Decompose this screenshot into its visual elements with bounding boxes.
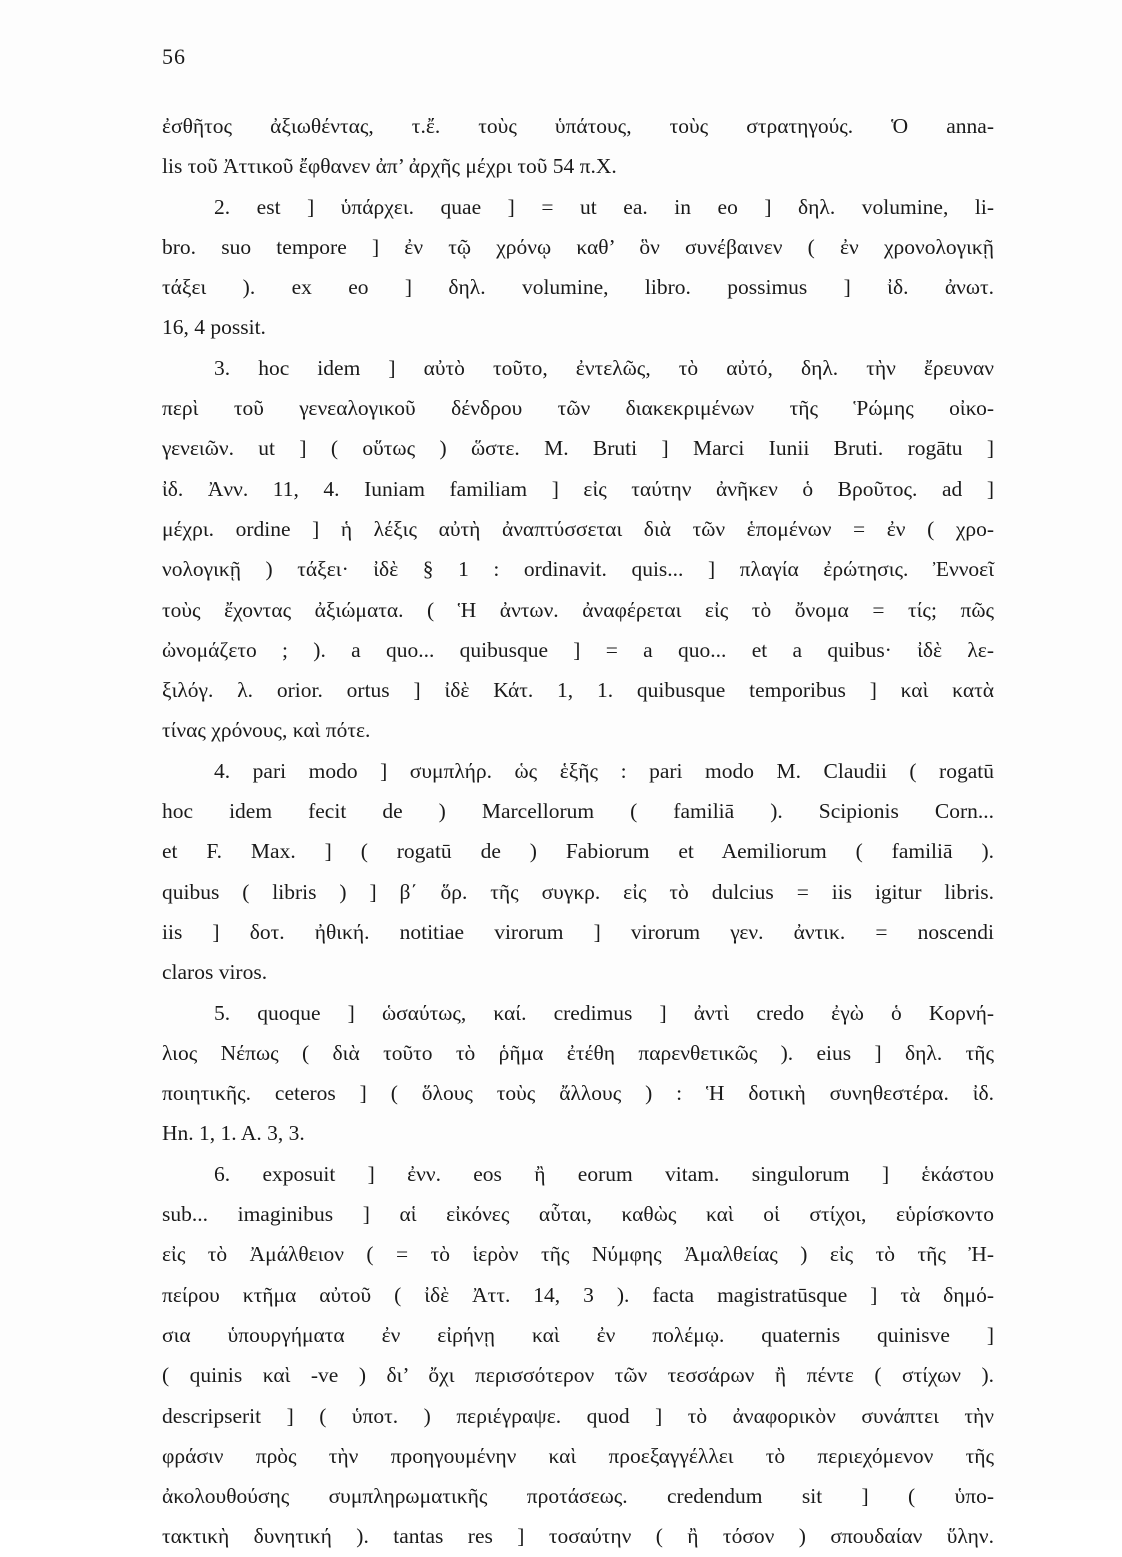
- text-line: φράσιν πρὸς τὴν προηγουμένην καὶ προεξαγγέλλει τὸ περιεχόμενον τῆς: [162, 1443, 994, 1468]
- text-line: claros viros.: [162, 960, 268, 985]
- text-line: τακτικὴ δυνητική ). tantas res ] τοσαύτην ( ἢ τόσον ) σπουδαίαν ὕλην.: [162, 1524, 994, 1549]
- text-line: 6. exposuit ] ἐνν. eos ἢ eorum vitam. singulorum ] ἑκάστου: [214, 1161, 994, 1186]
- text-line: hoc idem fecit de ) Marcellorum ( familiā ). Scipionis Corn...: [162, 799, 994, 824]
- commentary-text: [162, 106, 994, 1557]
- text-line: ἐσθῆτος ἀξιωθέντας, τ.ἔ. τοὺς ὑπάτους, τοὺς στρατηγούς. Ὁ annа-: [162, 114, 994, 138]
- text-line: μέχρι. ordine ] ἡ λέξις αὐτὴ ἀναπτύσσεται διὰ τῶν ἑπομένων = ἐν ( χρο-: [162, 516, 994, 541]
- text-line: 16, 4 possit.: [162, 315, 266, 340]
- text-line: bro. suo tempore ] ἐν τῷ χρόνῳ καθ’ ὃν συνέβαινεν ( ἐν χρονολογικῇ: [162, 234, 994, 259]
- text-line: descripserit ] ( ὑποτ. ) περιέγραψε. quod ] τὸ ἀναφορικὸν συνάπτει τὴν: [162, 1403, 994, 1428]
- text-line: εἰς τὸ Ἀμάλθειον ( = τὸ ἱερὸν τῆς Νύμφης Ἀμαλθείας ) εἰς τὸ τῆς Ἠ-: [162, 1242, 994, 1267]
- text-line: 3. hoc idem ] αὐτὸ τοῦτο, ἐντελῶς, τὸ αὐτό, δηλ. τὴν ἔρευναν: [214, 355, 994, 380]
- text-line: λιος Νέπως ( διὰ τοῦτο τὸ ῥῆμα ἐτέθη παρενθετικῶς ). eius ] δηλ. τῆς: [162, 1040, 994, 1065]
- text-line: ὠνομάζετο ; ). a quo... quibusque ] = a quo... et a quibus· ἰδὲ λε-: [162, 637, 994, 662]
- text-line: πείρου κτῆμα αὐτοῦ ( ἰδὲ Ἀττ. 14, 3 ). facta magistratūsque ] τὰ δημό-: [162, 1282, 994, 1307]
- text-line: et F. Max. ] ( rogatū de ) Fabiorum et Aemiliorum ( familiā ).: [162, 839, 994, 864]
- text-line: Hn. 1, 1. A. 3, 3.: [162, 1121, 305, 1146]
- text-line: ἰδ. Ἀνν. 11, 4. Iuniam familiam ] εἰς ταύτην ἀνῆκεν ὁ Βροῦτος. ad ]: [162, 476, 994, 501]
- page-number: 56: [162, 44, 186, 69]
- text-line: γενειῶν. ut ] ( οὕτως ) ὥστε. M. Bruti ] Marci Iunii Bruti. rogātu ]: [162, 436, 994, 461]
- text-line: περὶ τοῦ γενεαλογικοῦ δένδρου τῶν διακεκριμένων τῆς Ῥώμης οἰκο-: [162, 396, 994, 421]
- text-line: ξιλόγ. λ. orior. ortus ] ἰδὲ Κάτ. 1, 1. quibusque temporibus ] καὶ κατὰ: [162, 678, 994, 703]
- text-line: τάξει ). ex eo ] δηλ. volumine, libro. possimus ] ἰδ. ἀνωτ.: [162, 275, 994, 300]
- text-line: 4. pari modo ] συμπλήρ. ὡς ἑξῆς : pari modo M. Claudii ( rogatū: [214, 758, 994, 783]
- text-line: σια ὑπουργήματα ἐν εἰρήνῃ καὶ ἐν πολέμῳ. quaternis quinisve ]: [162, 1322, 994, 1347]
- text-line: sub... imaginibus ] αἱ εἰκόνες αὗται, καθὼς καὶ οἱ στίχοι, εὑρίσκοντο: [162, 1202, 994, 1227]
- text-line: ἀκολουθούσης συμπληρωματικῆς προτάσεως. credendum sit ] ( ὑπο-: [162, 1484, 994, 1509]
- text-line: ( quinis καὶ -ve ) δι’ ὄχι περισσότερον τῶν τεσσάρων ἢ πέντε ( στίχων ).: [162, 1363, 994, 1388]
- text-line: lis τοῦ Ἀττικοῦ ἔφθανεν ἀπ’ ἀρχῆς μέχρι τοῦ 54 π.Χ.: [162, 154, 617, 179]
- text-line: τοὺς ἔχοντας ἀξιώματα. ( Ἡ ἀντων. ἀναφέρεται εἰς τὸ ὄνομα = τίς; πῶς: [162, 597, 994, 622]
- text-line: 5. quoque ] ὡσαύτως, καί. credimus ] ἀντὶ credo ἐγὼ ὁ Κορνή-: [214, 1000, 994, 1025]
- text-line: quibus ( libris ) ] β΄ ὅρ. τῆς συγκρ. εἰς τὸ dulcius = iis igitur libris.: [162, 879, 994, 904]
- text-line: 2. est ] ὑπάρχει. quae ] = ut ea. in eo ] δηλ. volumine, li-: [214, 194, 994, 219]
- text-line: νολογικῇ ) τάξει· ἰδὲ § 1 : ordinavit. quis... ] πλαγία ἐρώτησις. Ἐννοεῖ: [162, 557, 994, 582]
- text-line: τίνας χρόνους, καὶ πότε.: [162, 718, 371, 743]
- text-line: iis ] δοτ. ἠθική. notitiae virorum ] virorum γεν. ἀντικ. = noscendi: [162, 919, 994, 944]
- text-line: ποιητικῆς. ceteros ] ( ὅλους τοὺς ἄλλους ) : Ἡ δοτικὴ συνηθεστέρα. ἰδ.: [162, 1081, 994, 1106]
